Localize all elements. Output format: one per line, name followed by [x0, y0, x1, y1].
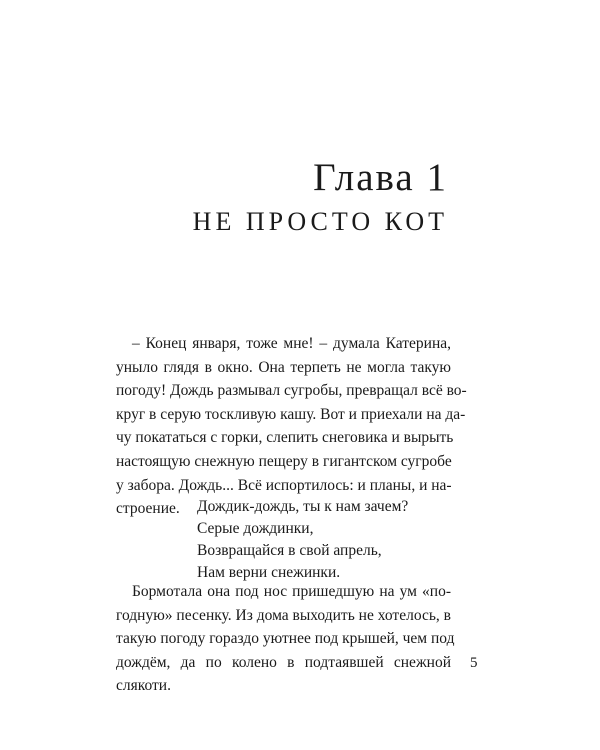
- text-line: – Конец января, тоже мне! – думала Катерина,: [132, 335, 451, 352]
- text-line: уныло глядя в окно. Она терпеть не могла такую: [116, 358, 451, 376]
- text-line: строение.: [116, 500, 180, 518]
- chapter-heading: [193, 156, 448, 240]
- text-line: у забора. Дождь... Всё испортилось: и планы, и на-: [116, 476, 452, 494]
- text-line: настоящую снежную пещеру в гигантском сугробе: [116, 452, 452, 470]
- text-line: погоду! Дождь размывал сугробы, превращал всё во-: [116, 382, 467, 400]
- text-line: дождём, да по колено в подтаявшей снежной: [116, 653, 451, 671]
- text-line: чу покататься с горки, слепить снеговика и вырыть: [116, 429, 454, 447]
- text-line: такую погоду гораздо уютнее под крышей, чем под: [116, 630, 455, 648]
- poem-line: Дождик-дождь, ты к нам зачем?: [197, 498, 409, 515]
- text-line: круг в серую тоскливую кашу. Вот и приехали на да-: [116, 405, 466, 423]
- text-line: слякоти.: [116, 677, 171, 695]
- chapter-number: Глава 1: [313, 156, 448, 199]
- text-line: Бормотала она под нос пришедшую на ум «по-: [132, 583, 451, 600]
- poem-line: Нам верни снежинки.: [197, 564, 341, 581]
- poem: [197, 496, 408, 584]
- page-number: 5: [470, 655, 478, 671]
- poem-line: Серые дождинки,: [197, 520, 314, 537]
- paragraph-1: [116, 332, 467, 521]
- chapter-title: НЕ ПРОСТО КОТ: [192, 207, 448, 236]
- paragraph-2: [116, 580, 455, 698]
- text-line: годную» песенку. Из дома выходить не хотелось, в: [116, 606, 451, 624]
- poem-line: Возвращайся в свой апрель,: [197, 542, 382, 559]
